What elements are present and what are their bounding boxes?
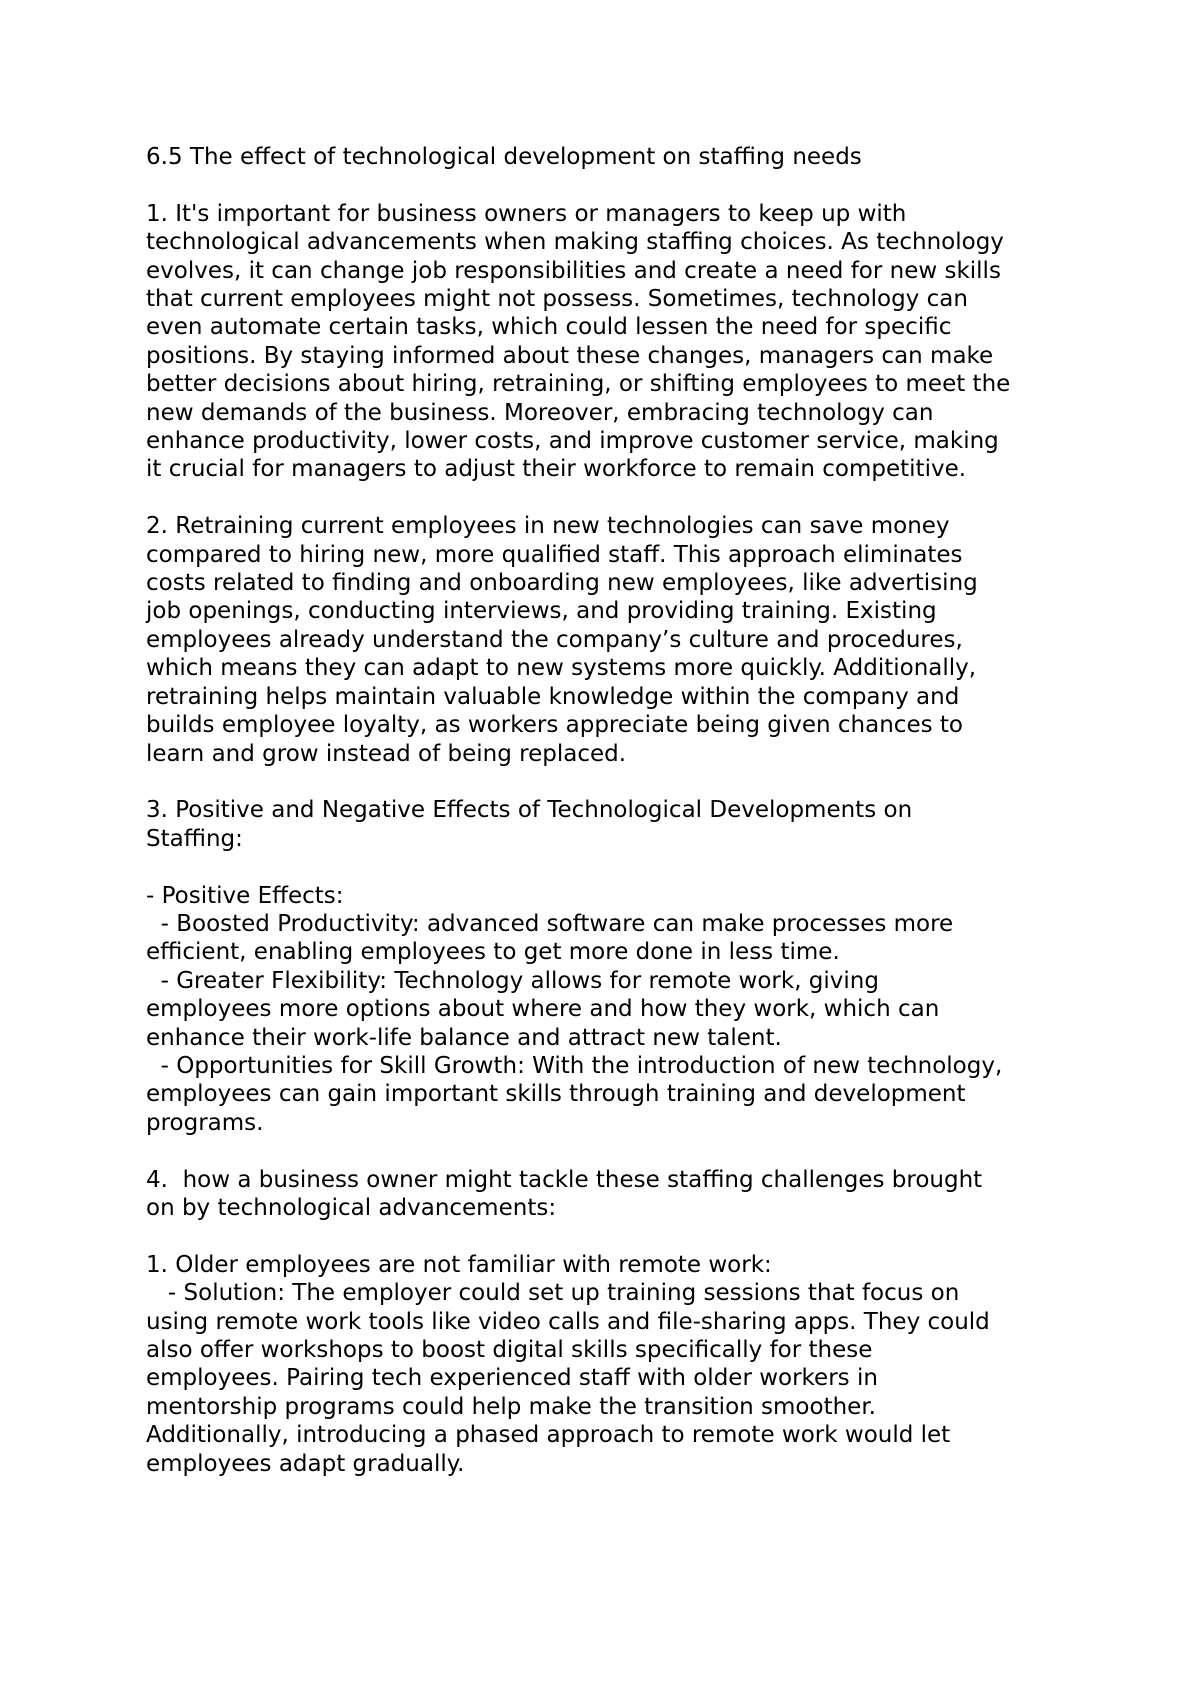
text-line: even automate certain tasks, which could lessen the need for specific bbox=[146, 314, 952, 341]
paragraph-gap bbox=[146, 484, 1086, 512]
text-line: - Solution: The employer could set up training sessions that focus on bbox=[146, 1280, 960, 1307]
section-3-heading bbox=[146, 796, 1086, 853]
text-line: - Opportunities for Skill Growth: With the introduction of new technology, bbox=[146, 1052, 1003, 1079]
text-line: - Positive Effects: bbox=[146, 882, 344, 909]
section-4-heading bbox=[146, 1166, 1086, 1223]
text-line: 1. It's important for business owners or managers to keep up with bbox=[146, 200, 907, 227]
text-line: efficient, enabling employees to get more done in less time. bbox=[146, 939, 840, 966]
text-line: - Boosted Productivity: advanced software can make processes more bbox=[146, 910, 954, 937]
text-line: retraining helps maintain valuable knowledge within the company and bbox=[146, 683, 960, 710]
text-line: 4. how a business owner might tackle these staffing challenges brought bbox=[146, 1166, 983, 1193]
text-line: it crucial for managers to adjust their workforce to remain competitive. bbox=[146, 456, 967, 483]
text-line: employees. Pairing tech experienced staff with older workers in bbox=[146, 1365, 878, 1392]
text-line: builds employee loyalty, as workers appreciate being given chances to bbox=[146, 712, 963, 739]
text-line: 1. Older employees are not familiar with remote work: bbox=[146, 1251, 772, 1278]
text-line: Additionally, introducing a phased approach to remote work would let bbox=[146, 1422, 951, 1449]
text-line: evolves, it can change job responsibilities and create a need for new skills bbox=[146, 257, 1001, 284]
section-1-paragraph bbox=[146, 200, 1086, 484]
paragraph-gap bbox=[146, 768, 1086, 796]
paragraph-gap bbox=[146, 1137, 1086, 1165]
text-line: programs. bbox=[146, 1109, 264, 1136]
text-line: also offer workshops to boost digital skills specifically for these bbox=[146, 1336, 873, 1363]
paragraph-gap bbox=[146, 171, 1086, 199]
text-line: Staffing: bbox=[146, 825, 243, 852]
text-line: employees adapt gradually. bbox=[146, 1450, 465, 1477]
text-line: employees already understand the company’s culture and procedures, bbox=[146, 626, 963, 653]
text-line: employees more options about where and how they work, which can bbox=[146, 996, 940, 1023]
document-page bbox=[146, 143, 1086, 1478]
text-line: new demands of the business. Moreover, embracing technology can bbox=[146, 399, 934, 426]
text-line: positions. By staying informed about these changes, managers can make bbox=[146, 342, 994, 369]
text-line: 2. Retraining current employees in new technologies can save money bbox=[146, 513, 950, 540]
paragraph-gap bbox=[146, 853, 1086, 881]
document-title bbox=[146, 143, 1086, 171]
text-line: using remote work tools like video calls and file-sharing apps. They could bbox=[146, 1308, 990, 1335]
text-line: mentorship programs could help make the transition smoother. bbox=[146, 1393, 876, 1420]
text-line: on by technological advancements: bbox=[146, 1194, 557, 1221]
section-3-list bbox=[146, 882, 1086, 1138]
text-line: that current employees might not possess. Sometimes, technology can bbox=[146, 286, 968, 313]
text-line: compared to hiring new, more qualified staff. This approach eliminates bbox=[146, 541, 963, 568]
text-line: enhance productivity, lower costs, and improve customer service, making bbox=[146, 428, 999, 455]
paragraph-gap bbox=[146, 1222, 1086, 1250]
text-line: job openings, conducting interviews, and providing training. Existing bbox=[146, 598, 937, 625]
text-line: employees can gain important skills through training and development bbox=[146, 1081, 966, 1108]
text-line: - Greater Flexibility: Technology allows for remote work, giving bbox=[146, 967, 879, 994]
section-2-paragraph bbox=[146, 512, 1086, 768]
text-line: technological advancements when making staffing choices. As technology bbox=[146, 229, 1004, 256]
text-line: learn and grow instead of being replaced. bbox=[146, 740, 627, 767]
section-4-item bbox=[146, 1251, 1086, 1478]
text-line: better decisions about hiring, retraining, or shifting employees to meet the bbox=[146, 371, 1011, 398]
text-line: costs related to finding and onboarding new employees, like advertising bbox=[146, 570, 978, 597]
text-line: which means they can adapt to new systems more quickly. Additionally, bbox=[146, 655, 977, 682]
text-line: enhance their work-life balance and attract new talent. bbox=[146, 1024, 782, 1051]
title-line: 6.5 The effect of technological development on staffing needs bbox=[146, 144, 862, 170]
text-line: 3. Positive and Negative Effects of Technological Developments on bbox=[146, 797, 913, 824]
